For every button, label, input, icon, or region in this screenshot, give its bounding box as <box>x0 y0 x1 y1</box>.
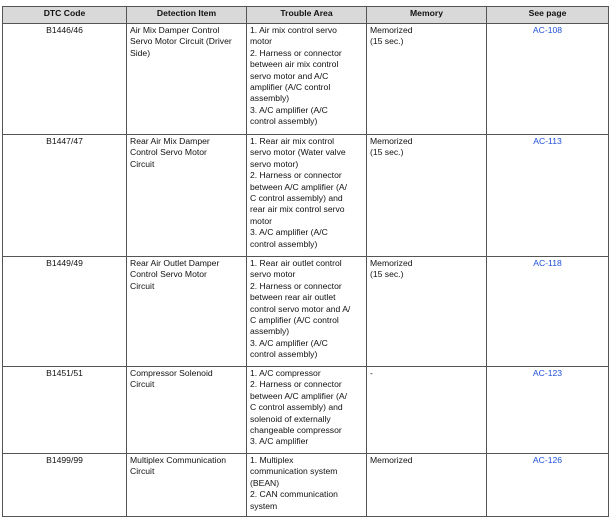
see-page-cell <box>487 257 609 367</box>
header-memory: Memory <box>367 7 487 24</box>
detection-item-cell: Rear Air Outlet Damper Control Servo Motor Circuit <box>127 257 247 367</box>
trouble-area-cell: 1. A/C compressor 2. Harness or connector between A/C amplifier (A/ C control assembly) and solenoid of externally changeable compressor 3. A/C amplifier <box>247 367 367 454</box>
header-dtc-code: DTC Code <box>3 7 127 24</box>
detection-item-cell: Air Mix Damper Control Servo Motor Circuit (Driver Side) <box>127 24 247 135</box>
dtc-code-cell: B1447/47 <box>3 135 127 257</box>
see-page-cell <box>487 135 609 257</box>
detection-item-cell: Multiplex Communication Circuit <box>127 454 247 517</box>
dtc-code-cell: B1499/99 <box>3 454 127 517</box>
table-row <box>3 135 609 257</box>
table-row <box>3 454 609 517</box>
dtc-code-cell: B1446/46 <box>3 24 127 135</box>
see-page-cell <box>487 367 609 454</box>
see-page-link[interactable]: AC-123 <box>532 368 563 378</box>
see-page-link[interactable]: AC-108 <box>532 25 563 35</box>
see-page-cell <box>487 454 609 517</box>
see-page-link[interactable]: AC-113 <box>533 136 562 146</box>
see-page-cell <box>487 24 609 135</box>
trouble-area-cell: 1. Rear air outlet control servo motor 2. Harness or connector between rear air outlet control servo motor and A/ C amplifier (A/C control assembly) 3. A/C amplifier (A/C control assembly) <box>247 257 367 367</box>
memory-cell: Memorized (15 sec.) <box>367 257 487 367</box>
table-row <box>3 257 609 367</box>
trouble-area-cell: 1. Air mix control servo motor 2. Harness or connector between air mix control servo motor and A/C amplifier (A/C control assembly) 3. A/C amplifier (A/C control assembly) <box>247 24 367 135</box>
table-row <box>3 24 609 135</box>
memory-cell: - <box>367 367 487 454</box>
see-page-link[interactable]: AC-118 <box>533 258 562 268</box>
detection-item-cell: Compressor Solenoid Circuit <box>127 367 247 454</box>
dtc-code-cell: B1449/49 <box>3 257 127 367</box>
dtc-table <box>2 6 609 517</box>
header-detection-item: Detection Item <box>127 7 247 24</box>
memory-cell: Memorized (15 sec.) <box>367 135 487 257</box>
header-see-page: See page <box>487 7 609 24</box>
memory-cell: Memorized (15 sec.) <box>367 24 487 135</box>
memory-cell: Memorized <box>367 454 487 517</box>
header-trouble-area: Trouble Area <box>247 7 367 24</box>
trouble-area-cell: 1. Multiplex communication system (BEAN) 2. CAN communication system <box>247 454 367 517</box>
detection-item-cell: Rear Air Mix Damper Control Servo Motor Circuit <box>127 135 247 257</box>
dtc-code-cell: B1451/51 <box>3 367 127 454</box>
see-page-link[interactable]: AC-126 <box>532 455 563 465</box>
trouble-area-cell: 1. Rear air mix control servo motor (Water valve servo motor) 2. Harness or connector between A/C amplifier (A/ C control assembly) and rear air mix control servo motor 3. A/C amplifier (A/C control assembly) <box>247 135 367 257</box>
table-row <box>3 367 609 454</box>
header-row <box>3 7 609 24</box>
